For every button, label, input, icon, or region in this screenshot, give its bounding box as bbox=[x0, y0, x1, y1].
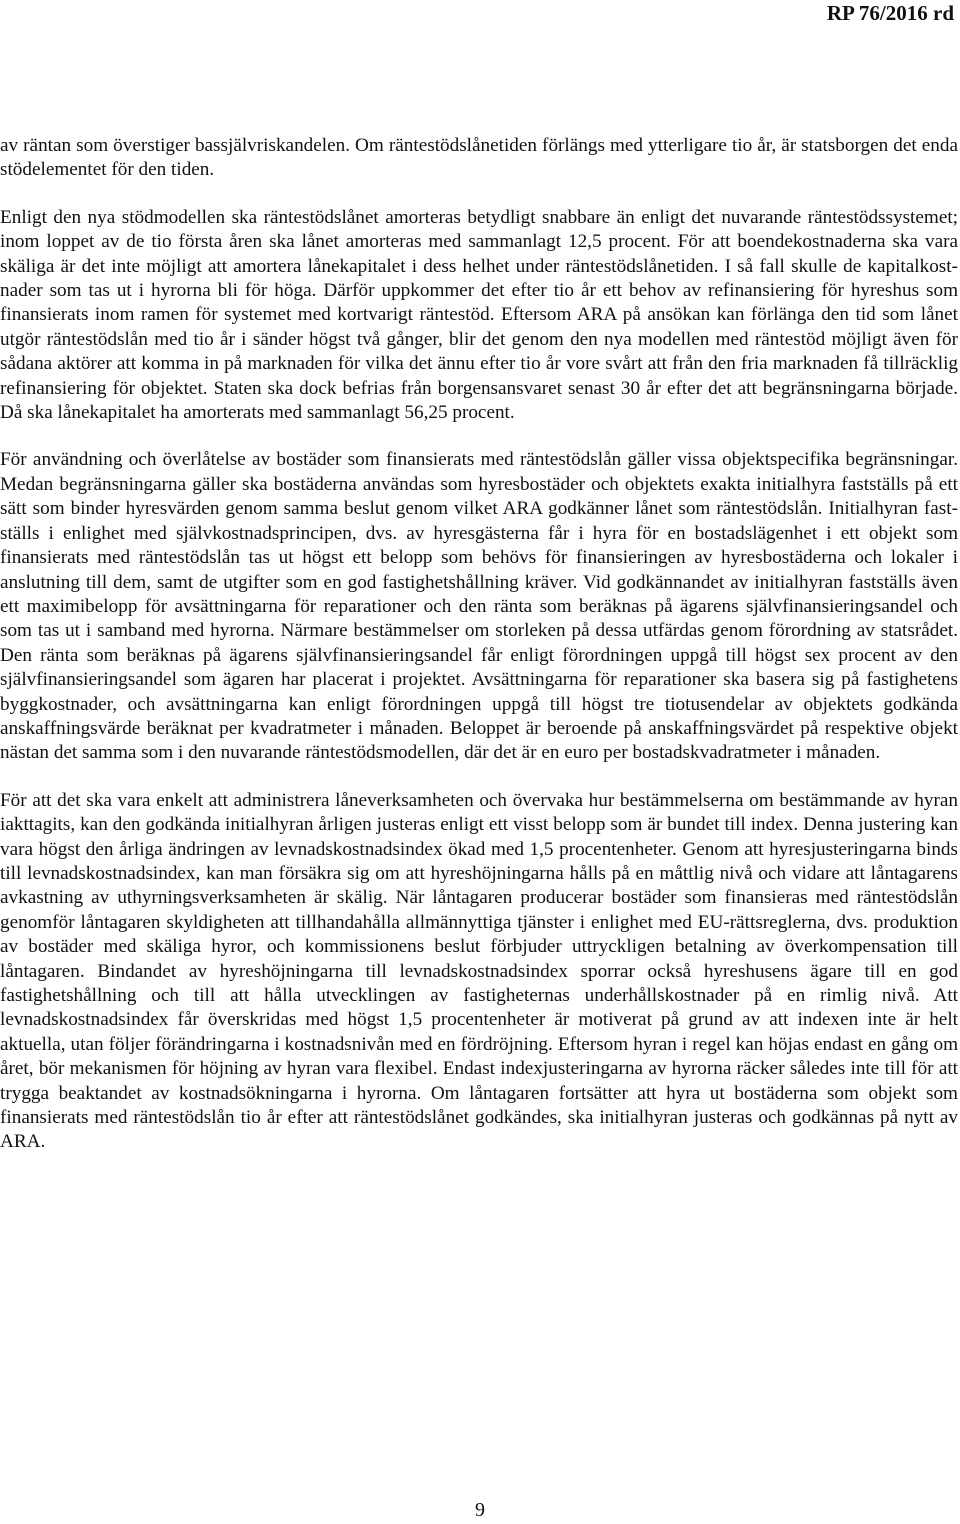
paragraph-3: För användning och överlåtelse av bostäder som finansierats med räntestödslån gäller vissa objektspecifika begränsningar. Medan begränsningarna gäller ska bostäderna användas som hyresbostäder och objektets exakta initialhyra fastställs på ett sätt som binder hyresvärden genom samma beslut genom vilket ARA godkänner lånet som räntestödslån. Initialhyran fastställs i enlighet med självkostnadsprincipen, dvs. av hyresgästerna får i hyra för en bostadslägenhet i ett objekt som finansierats med räntestödslån tas ut högst ett belopp som behövs för finansieringen av hyresbostäderna och lokaler i anslutning till dem, samt de utgifter som en god fastighetshållning kräver. Vid godkännandet av initialhyran fastställs även ett maximibelopp för avsättningarna för reparationer och den ränta som beräknas på ägarens självfinansieringsandel och som tas ut i samband med hyrorna. Närmare bestämmelser om storleken på dessa utfärdas genom förordning av statsrådet. Den ränta som beräknas på ägarens självfinansieringsandel får enligt förordningen uppgå till högst sex procent av den självfinansieringsandel som ägaren har placerat i projektet. Avsättningarna för reparationer ska basera sig på fastighetens byggkostnader, och avsättningarna kan enligt förordningen uppgå till högst tre tiotusendelar av objektets godkända anskaffningsvärde beräknat per kvadratmeter i månaden. Beloppet är beroende på anskaffningsvärdet på respektive objekt nästan det samma som i den nuvarande räntestödsmodellen, där det är en euro per bostadskvadratmeter i månaden. bbox=[0, 449, 958, 764]
document-reference: RP 76/2016 rd bbox=[826, 1, 954, 25]
paragraph-2: Enligt den nya stödmodellen ska räntestödslånet amorteras betydligt snabbare än enligt det nuvarande räntestödssystemet; inom loppet av de tio första åren ska lånet amorteras med sammanlagt 12,5 procent. För att boendekostnaderna ska vara skäliga är det inte möjligt att amortera lånekapitalet i dess helhet under räntestödslånetiden. I så fall skulle de kapitalkostnader som tas ut i hyrorna bli för höga. Därför uppkommer det efter tio år ett behov av refinansiering för hyreshus som finansierats inom ramen för systemet med kortvarigt räntestöd. Eftersom ARA på ansökan kan förlänga den tid som lånet utgör räntestödslån med tio år i sänder högst två gånger, blir det genom den nya modellen med räntestöd möjligt även för sådana aktörer att komma in på marknaden för vilka det ännu efter tio år vore svårt att från den fria marknaden få tillräcklig refinansiering för objektet. Staten ska dock befrias från borgensansvaret senast 30 år efter det att begränsningarna började. Då ska lånekapitalet ha amorterats med sammanlagt 56,25 procent. bbox=[0, 206, 958, 424]
body-text bbox=[0, 134, 958, 1155]
paragraph-1: av räntan som överstiger bassjälvriskandelen. Om räntestödslånetiden förlängs med ytterligare tio år, är statsborgen det enda stödelementet för den tiden. bbox=[0, 135, 958, 181]
paragraph-4: För att det ska vara enkelt att administrera låneverksamheten och övervaka hur bestämmelserna om bestämmande av hyran iakttagits, kan den godkända initialhyran årligen justeras enligt ett visst belopp som är bundet till index. Denna justering kan vara högst den årliga ändringen av levnadskostnadsindex ökad med 1,5 procentenheter. Genom att hyresjusteringarna binds till levnadskostnadsindex, kan man försäkra sig om att hyreshöjningarna hålls på en måttlig nivå och vidare att låntagarens avkastning av uthyrningsverksamheten är skälig. När låntagaren producerar bostäder som finansieras med räntestödslån genomför låntagaren skyldigheten att tillhandahålla allmännyttiga tjänster i enlighet med EU-rättsreglerna, dvs. produktion av bostäder med skäliga hyror, och kommissionens beslut förbjuder uttryckligen betalning av överkompensation till låntagaren. Bindandet av hyreshöjningarna till levnadskostnadsindex sporrar också hyreshusens ägare till en god fastighetshållning och till att hålla utvecklingen av fastigheternas underhållskostnader på en rimlig nivå. Att levnadskostnadsindex får överskridas med högst 1,5 procentenheter är motiverat på grund av att indexen inte är helt aktuella, utan följer förändringarna i kostnadsnivån med en fördröjning. Eftersom hyran i regel kan höjas endast en gång om året, bör mekanismen för höjning av hyran vara flexibel. Endast indexjusteringarna av hyrorna räcker således inte till för att trygga beaktandet av kostnadsökningarna i hyrorna. Om låntagaren fortsätter att hyra ut bostäderna som objekt som finansierats med räntestödslån tio år efter att räntestödslånet godkändes, ska initialhyran justeras och godkännas på nytt av ARA. bbox=[0, 789, 958, 1153]
page-number: 9 bbox=[475, 1499, 485, 1521]
